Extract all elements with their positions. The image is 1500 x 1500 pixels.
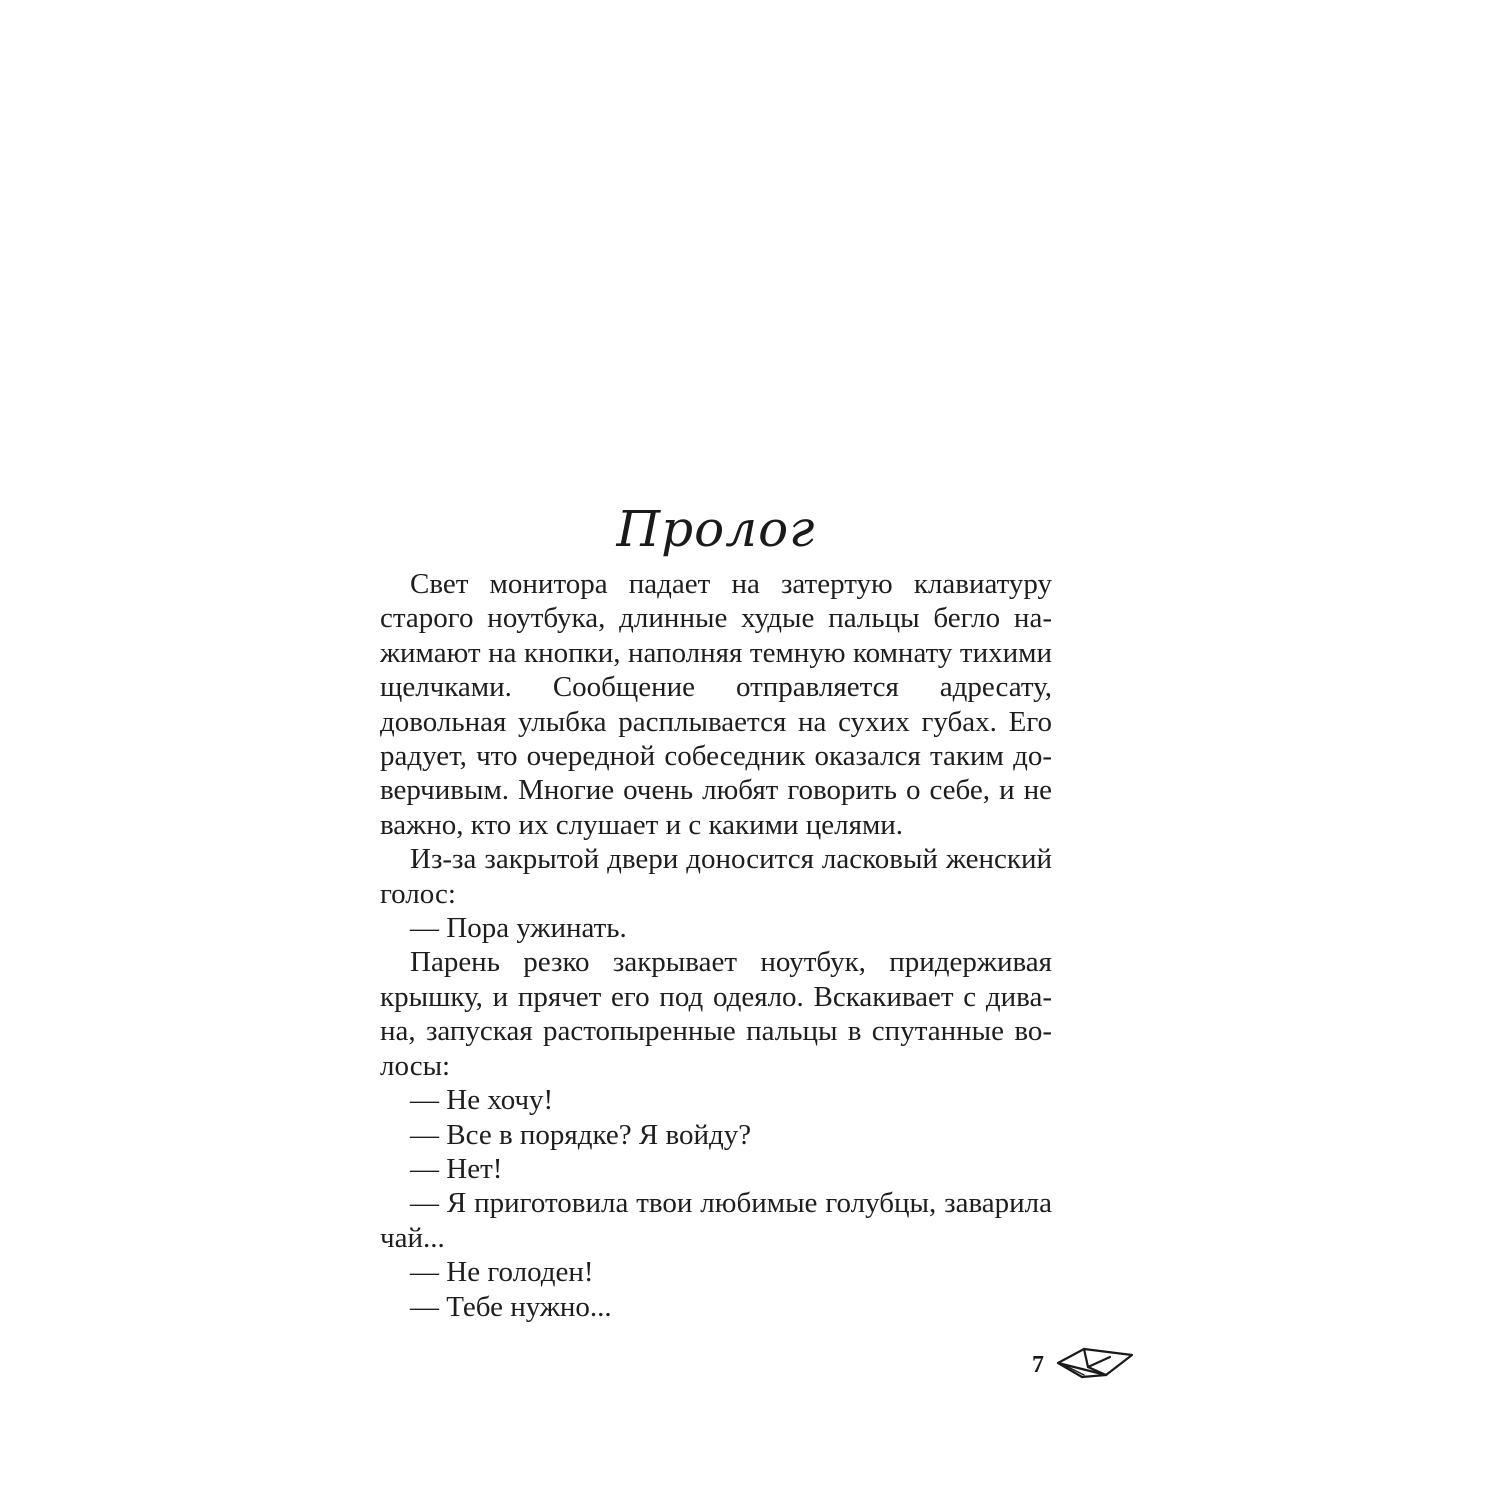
page-number: 7 [1032, 1351, 1044, 1378]
paragraph: Свет монитора падает на затертую клавиатуру старого ноутбука, длинные худые пальцы бегло нажимают на кнопки, наполняя темную комнату тихими щелчками. Сообщение отправляется адресату, довольная улыбка расплывается на сухих губах. Его радует, что очередной собеседник оказался таким доверчивым. Многие очень любят говорить о себе, и не важно, кто их слушает и с какими целями. [380, 568, 1052, 841]
body-text [380, 567, 1052, 1324]
paragraph: Из-за закрытой двери доносится ласковый женский голос: [380, 843, 1052, 910]
dialogue-line: — Все в порядке? Я войду? [410, 1118, 752, 1151]
chapter-title: Пролог [616, 500, 816, 558]
dialogue-line: — Не хочу! [410, 1084, 554, 1117]
open-book-icon [1054, 1345, 1136, 1385]
dialogue-line: — Я приготовила твои любимые голубцы, заварила чай... [380, 1187, 1052, 1254]
paragraph: Парень резко закрывает ноутбук, придерживая крышку, и прячет его под одеяло. Вскакивает с дивана, запуская растопыренные пальцы в спутанные волосы: [380, 946, 1052, 1082]
dialogue-line: — Нет! [410, 1152, 503, 1185]
page-footer [1032, 1345, 1136, 1385]
dialogue-line: — Тебе нужно... [410, 1290, 612, 1323]
dialogue-line: — Пора ужинать. [410, 912, 627, 945]
dialogue-line: — Не голоден! [410, 1256, 594, 1289]
